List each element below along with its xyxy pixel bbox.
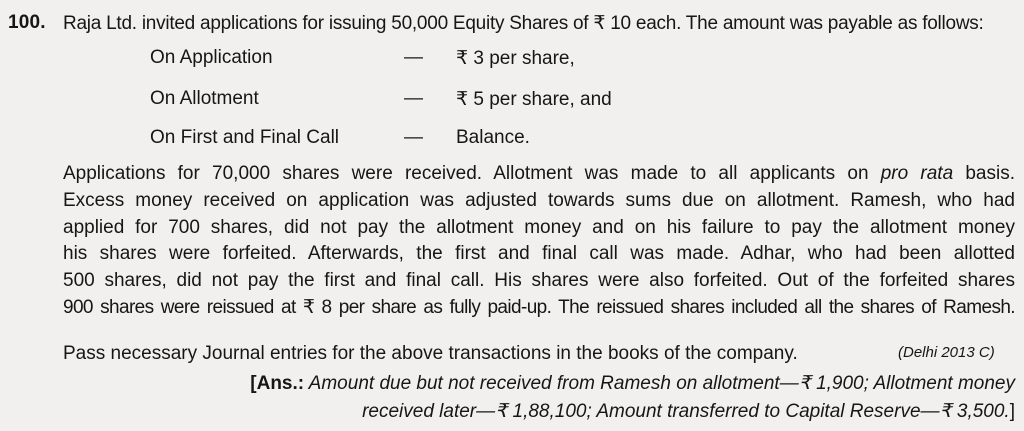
term-label: On Application bbox=[150, 47, 273, 68]
answer-text: received later—₹ 1,88,100; Amount transferred to Capital Reserve—₹ 3,500. bbox=[362, 401, 1010, 422]
question-intro: Raja Ltd. invited applications for issuing 50,000 Equity Shares of ₹ 10 each. The amount was payable as follows: bbox=[63, 13, 984, 34]
body-line-4: his shares were forfeited. Afterwards, the first and final call was made. Adhar, who had been allotted bbox=[63, 243, 1015, 265]
body-line-2: Excess money received on application was adjusted towards sums due on allotment. Ramesh, who had bbox=[63, 189, 1015, 211]
question-number: 100. bbox=[8, 12, 46, 33]
payment-term-allotment bbox=[0, 88, 1024, 116]
term-dash: — bbox=[404, 47, 423, 68]
answer-text: Amount due but not received from Ramesh on allotment—₹ 1,900; Allotment money bbox=[304, 373, 1015, 394]
body-line-5: 500 shares, did not pay the first and final call. His shares were also forfeited. Out of the forfeited shares bbox=[63, 270, 1015, 292]
term-value: Balance. bbox=[456, 127, 530, 148]
answer-label: Ans.: bbox=[256, 373, 305, 394]
body-line-6: 900 shares were reissued at ₹ 8 per share as fully paid-up. The reissued shares included all the shares of Ramesh. bbox=[63, 296, 1015, 318]
body-line-3: applied for 700 shares, did not pay the allotment money and on his failure to pay the allotment money bbox=[63, 216, 1015, 238]
answer-bracket-open: [ bbox=[250, 373, 257, 394]
term-dash: — bbox=[404, 88, 423, 109]
answer-bracket-close: ] bbox=[1009, 401, 1015, 422]
exam-source: (Delhi 2013 C) bbox=[898, 344, 995, 361]
payment-term-application bbox=[0, 47, 1024, 75]
question-body bbox=[63, 161, 1015, 322]
term-label: On First and Final Call bbox=[150, 127, 340, 148]
instruction-text: Pass necessary Journal entries for the above transactions in the books of the company. bbox=[63, 343, 798, 364]
term-value: ₹ 5 per share, and bbox=[456, 89, 612, 110]
body-text: Applications for 70,000 shares were received. Allotment was made to all applicants on bbox=[63, 163, 881, 184]
answer-line-1 bbox=[0, 370, 1015, 398]
term-dash: — bbox=[404, 127, 423, 148]
payment-term-final-call bbox=[0, 127, 1024, 155]
term-value: ₹ 3 per share, bbox=[456, 48, 575, 69]
body-emphasis: pro rata bbox=[880, 163, 954, 184]
answer-line-2 bbox=[0, 398, 1015, 426]
body-line-1 bbox=[63, 161, 1015, 188]
body-text: basis. bbox=[953, 163, 1015, 184]
answer-block bbox=[0, 370, 1015, 426]
term-label: On Allotment bbox=[150, 88, 259, 109]
